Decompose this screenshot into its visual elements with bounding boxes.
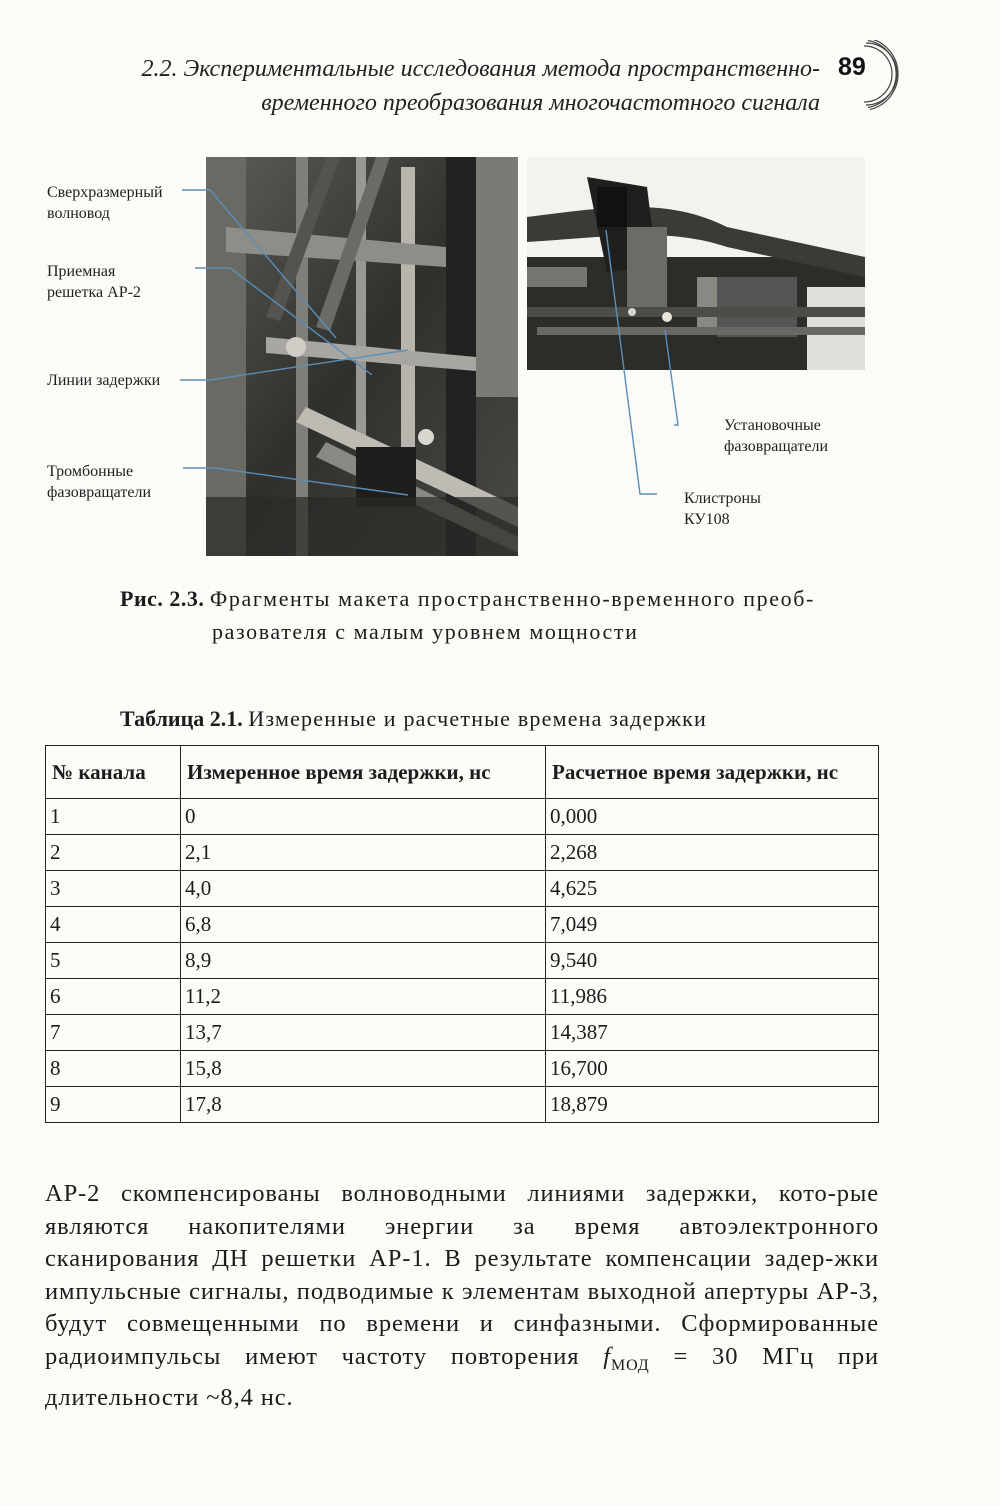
cell-measured: 2,1: [181, 835, 546, 871]
photo-klystron-assembly: [527, 157, 865, 370]
cell-measured: 0: [181, 799, 546, 835]
caption-label: Рис. 2.3.: [120, 586, 205, 611]
label-delay-lines: Линии задержки: [47, 372, 161, 389]
table-title-text: Измеренные и расчетные времена задержки: [248, 706, 707, 731]
header-channel: № канала: [46, 746, 181, 799]
table-row: [46, 979, 879, 1015]
body-paragraph: [45, 1178, 879, 1415]
cell-measured: 4,0: [181, 871, 546, 907]
cell-measured: 13,7: [181, 1015, 546, 1051]
label-trombone-phase-shifters: Тромбонные фазовращатели: [47, 463, 151, 501]
label-adjustment-phase-shifters: Установочные фазовращатели: [724, 417, 828, 455]
formula-rest: = 30 МГц при длительности ~8,4 нс.: [45, 1342, 879, 1411]
running-header: [100, 52, 820, 120]
cell-calculated: 16,700: [546, 1051, 879, 1087]
cell-measured: 11,2: [181, 979, 546, 1015]
table-title-label: Таблица 2.1.: [120, 706, 243, 731]
cell-calculated: 7,049: [546, 907, 879, 943]
cell-calculated: 2,268: [546, 835, 879, 871]
formula-symbol: f: [603, 1342, 611, 1370]
cell-measured: 8,9: [181, 943, 546, 979]
figure-caption: [120, 582, 880, 648]
cell-channel: 7: [46, 1015, 181, 1051]
table-row: [46, 943, 879, 979]
photo-waveguide-assembly: [206, 157, 518, 556]
cell-calculated: 0,000: [546, 799, 879, 835]
cell-channel: 6: [46, 979, 181, 1015]
cell-measured: 6,8: [181, 907, 546, 943]
cell-channel: 3: [46, 871, 181, 907]
cell-calculated: 18,879: [546, 1087, 879, 1123]
table-row: [46, 907, 879, 943]
cell-measured: 15,8: [181, 1051, 546, 1087]
table-row: [46, 1015, 879, 1051]
cell-channel: 5: [46, 943, 181, 979]
caption-line1: Фрагменты макета пространственно-временного преоб-: [209, 586, 815, 611]
table-row: [46, 1051, 879, 1087]
cell-calculated: 11,986: [546, 979, 879, 1015]
header-calculated: Расчетное время задержки, нс: [546, 746, 879, 799]
cell-measured: 17,8: [181, 1087, 546, 1123]
formula-subscript: МОД: [611, 1356, 650, 1374]
page-number: 89: [838, 53, 866, 81]
table-row: [46, 835, 879, 871]
label-receiving-array: Приемная решетка АР-2: [47, 263, 141, 301]
cell-calculated: 14,387: [546, 1015, 879, 1051]
cell-channel: 1: [46, 799, 181, 835]
table-title: [120, 704, 707, 734]
cell-calculated: 9,540: [546, 943, 879, 979]
table-row: [46, 871, 879, 907]
caption-line2: разователя с малым уровнем мощности: [212, 619, 639, 644]
header-measured: Измеренное время задержки, нс: [181, 746, 546, 799]
cell-calculated: 4,625: [546, 871, 879, 907]
table-row: [46, 1087, 879, 1123]
page-number-badge: [830, 40, 900, 110]
cell-channel: 4: [46, 907, 181, 943]
paragraph-text: АР-2 скомпенсированы волноводными линиями задержки, кото-рые являются накопителями энергии за время автоэлектронного сканирования ДН решетки АР-1. В результате компенсации задер-жки импульсные сигналы, подводимые к элементам выходной апертуры АР-3, будут совмещенными по времени и синфазными. Сформированные радиоимпульсы имеют частоту повторения: [45, 1180, 879, 1370]
cell-channel: 8: [46, 1051, 181, 1087]
table-header-row: [46, 746, 879, 799]
label-oversized-waveguide: Сверхразмерный волновод: [47, 184, 163, 222]
header-title-line2: временного преобразования многочастотного сигнала: [261, 90, 820, 116]
cell-channel: 2: [46, 835, 181, 871]
header-title-line1: 2.2. Экспериментальные исследования метода пространственно-: [141, 56, 820, 82]
delay-times-table: [45, 745, 879, 1123]
table-row: [46, 799, 879, 835]
cell-channel: 9: [46, 1087, 181, 1123]
label-klystrons: Клистроны КУ108: [684, 490, 761, 528]
